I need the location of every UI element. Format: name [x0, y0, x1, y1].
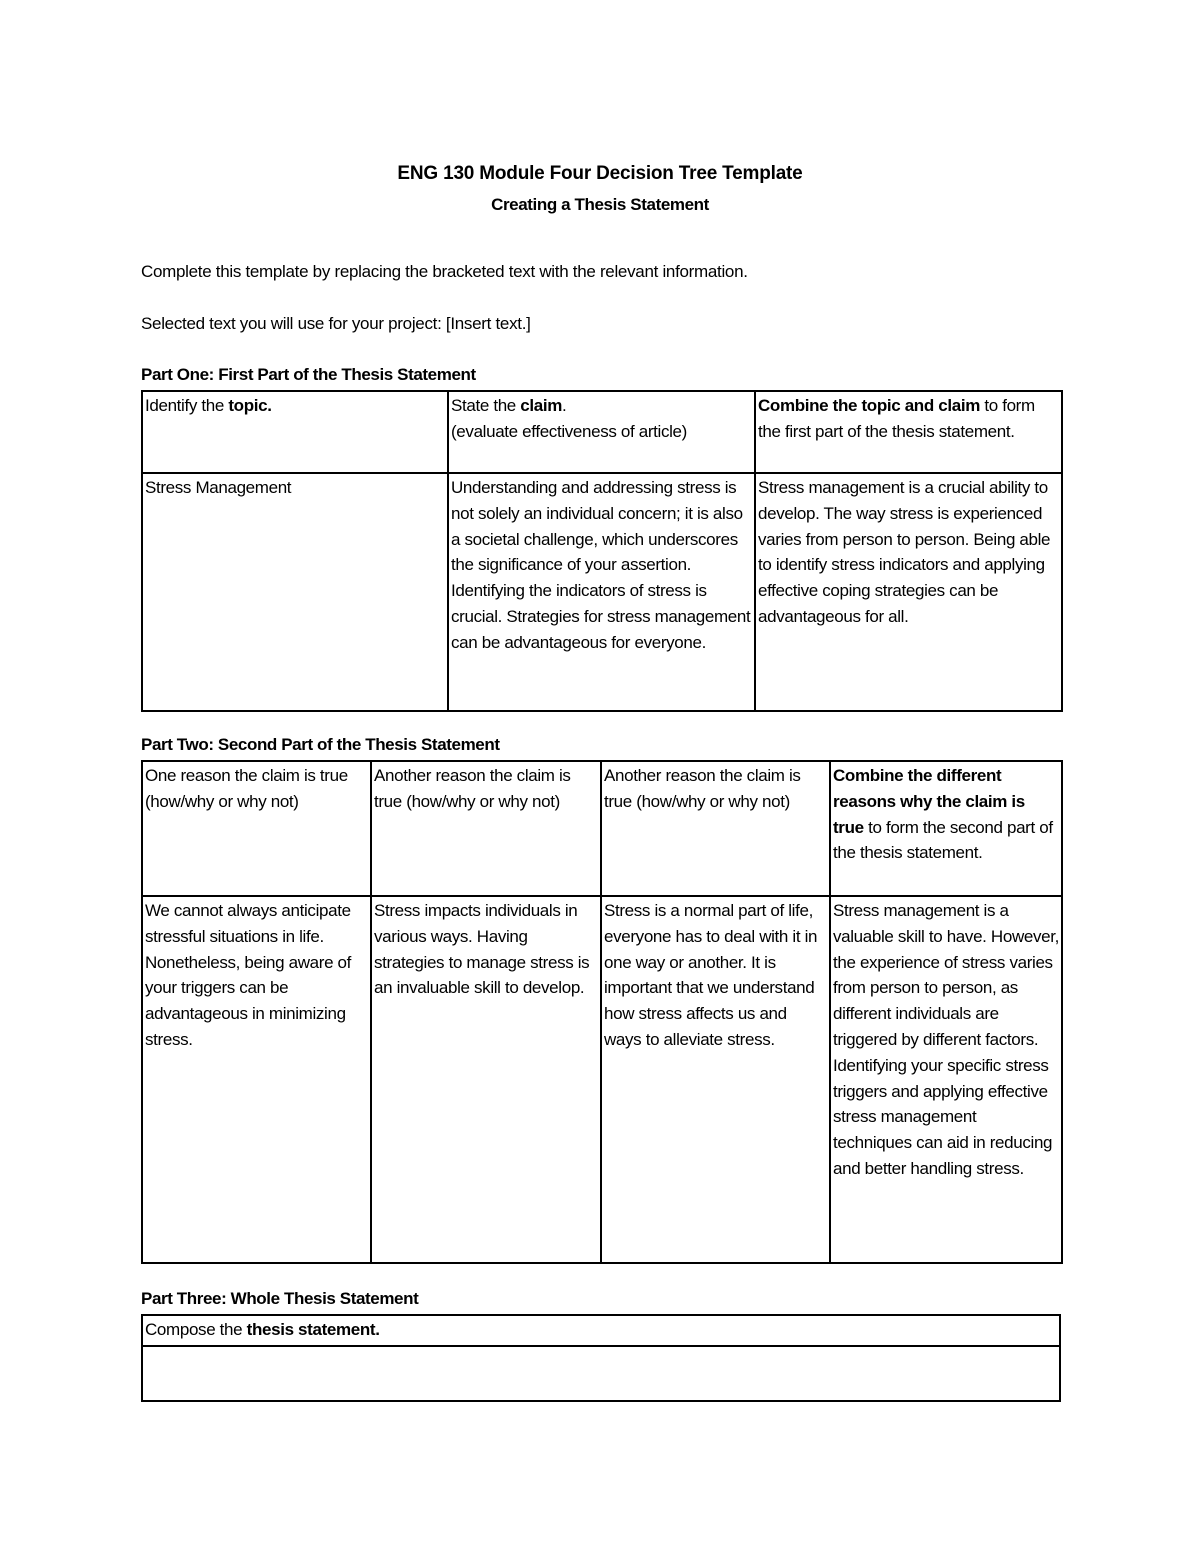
claim-header-cell	[448, 391, 755, 473]
reason-one-cell: We cannot always anticipate stressful situations in life. Nonetheless, being aware of your triggers can be advantageous in minimizing stress.	[142, 896, 371, 1263]
thesis-header-bold: thesis statement.	[246, 1320, 380, 1339]
thesis-statement-cell[interactable]	[142, 1346, 1060, 1401]
table-header-row	[142, 761, 1062, 896]
combine-header-cell	[755, 391, 1062, 473]
claim-header-period: .	[562, 396, 567, 415]
combine-reasons-header-cell	[830, 761, 1062, 896]
part-one-table	[141, 390, 1063, 712]
instructions-text: Complete this template by replacing the bracketed text with the relevant information.	[141, 262, 748, 281]
thesis-header-text: Compose the	[145, 1320, 247, 1339]
claim-cell: Understanding and addressing stress is not solely an individual concern; it is also a societal challenge, which underscores the significance of your assertion. Identifying the indicators of stress is crucial. Strategies for stress management can be advantageous for everyone.	[448, 473, 755, 711]
table-header-row	[142, 391, 1062, 473]
topic-header-text: Identify the	[145, 396, 229, 415]
claim-header-note: (evaluate effectiveness of article)	[451, 421, 687, 441]
reason-one-header-cell: One reason the claim is true (how/why or why not)	[142, 761, 371, 896]
thesis-header-cell	[142, 1315, 1060, 1346]
claim-header-bold: claim	[520, 396, 563, 415]
reason-three-header-cell: Another reason the claim is true (how/why or why not)	[601, 761, 830, 896]
combined-reasons-cell: Stress management is a valuable skill to have. However, the experience of stress varies from person to person, as different individuals are triggered by different factors. Identifying your specific stress triggers and applying effective stress management techniques can aid in reducing and better handling stress.	[830, 896, 1062, 1263]
table-row	[142, 473, 1062, 711]
selected-text-line: Selected text you will use for your project: [Insert text.]	[141, 314, 531, 333]
combine-header-text: to form the first part of the thesis statement.	[758, 396, 1035, 441]
combine-header-bold: Combine the topic and claim	[758, 396, 980, 415]
reason-two-cell: Stress impacts individuals in various ways. Having strategies to manage stress is an invaluable skill to develop.	[371, 896, 601, 1263]
claim-header-text: State the	[451, 396, 521, 415]
table-row	[142, 896, 1062, 1263]
part-two-table	[141, 760, 1063, 1264]
document-title: ENG 130 Module Four Decision Tree Template	[397, 163, 803, 184]
part-three-heading: Part Three: Whole Thesis Statement	[141, 1289, 419, 1308]
topic-header-bold: topic.	[228, 396, 272, 415]
topic-header-cell	[142, 391, 448, 473]
reason-three-cell: Stress is a normal part of life, everyone has to deal with it in one way or another. It is important that we understand how stress affects us and ways to alleviate stress.	[601, 896, 830, 1263]
part-two-heading: Part Two: Second Part of the Thesis Statement	[141, 735, 500, 754]
reason-two-header-cell: Another reason the claim is true (how/why or why not)	[371, 761, 601, 896]
table-header-row	[142, 1315, 1060, 1346]
part-one-heading: Part One: First Part of the Thesis Statement	[141, 365, 476, 384]
combined-cell: Stress management is a crucial ability to develop. The way stress is experienced varies from person to person. Being able to identify stress indicators and applying effective coping strategies can be advantageous for all.	[755, 473, 1062, 711]
topic-cell: Stress Management	[142, 473, 448, 711]
document-subtitle: Creating a Thesis Statement	[491, 195, 709, 214]
table-row	[142, 1346, 1060, 1401]
part-three-table	[141, 1314, 1061, 1402]
combine-reasons-header-bold: Combine the different reasons why the claim is true	[833, 766, 1025, 837]
combine-reasons-header-text: to form the second part of the thesis statement.	[833, 817, 1053, 863]
